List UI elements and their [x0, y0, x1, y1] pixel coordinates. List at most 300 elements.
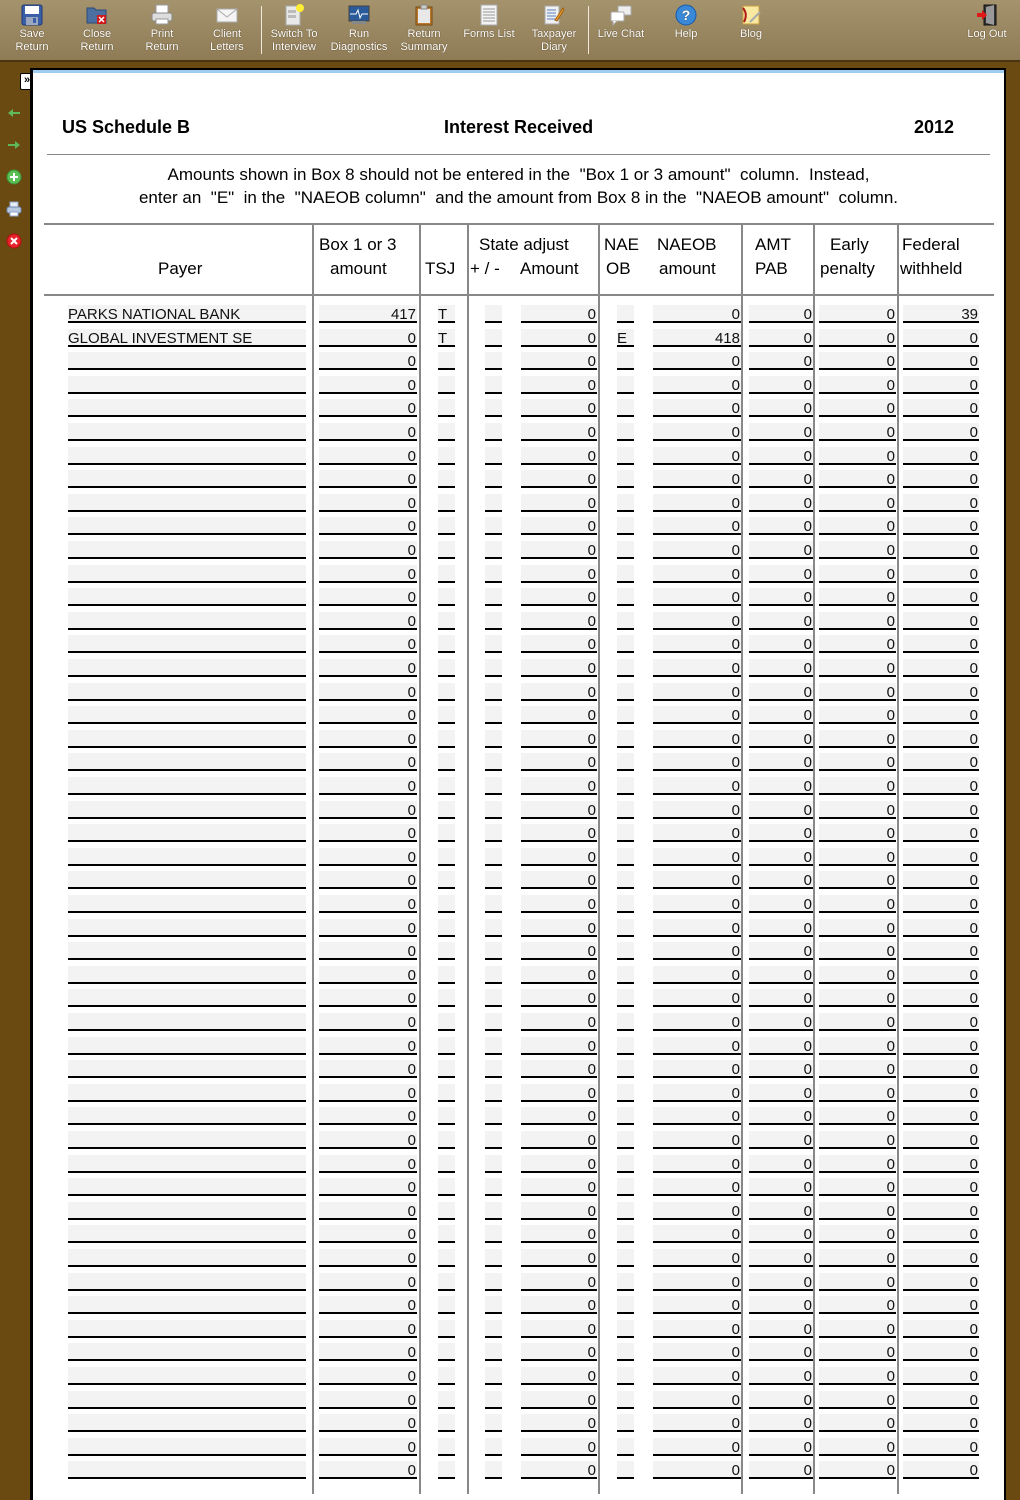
- field-fed[interactable]: 0: [903, 1013, 979, 1031]
- field-fed[interactable]: 0: [903, 871, 979, 889]
- blog-button[interactable]: [719, 4, 783, 41]
- field-tsj[interactable]: [438, 635, 455, 653]
- field-naeob-amount[interactable]: 0: [653, 423, 741, 441]
- field-pm[interactable]: [485, 1414, 502, 1432]
- field-naeob-amount[interactable]: 0: [653, 659, 741, 677]
- field-payer[interactable]: [68, 1131, 306, 1149]
- field-payer[interactable]: [68, 966, 306, 984]
- field-tsj[interactable]: [438, 824, 455, 842]
- field-naeob-amount[interactable]: 0: [653, 588, 741, 606]
- field-pm[interactable]: [485, 1084, 502, 1102]
- field-box13[interactable]: 0: [319, 1202, 417, 1220]
- field-amt-pab[interactable]: 0: [749, 1296, 813, 1314]
- field-tsj[interactable]: [438, 966, 455, 984]
- field-naeob-amount[interactable]: 0: [653, 517, 741, 535]
- field-naeob-amount[interactable]: 0: [653, 824, 741, 842]
- field-naeob[interactable]: [617, 612, 634, 630]
- field-naeob-amount[interactable]: 0: [653, 919, 741, 937]
- field-naeob[interactable]: [617, 305, 634, 323]
- field-amt-pab[interactable]: 0: [749, 1320, 813, 1338]
- field-early[interactable]: 0: [819, 1037, 896, 1055]
- field-pm[interactable]: [485, 447, 502, 465]
- field-pm[interactable]: [485, 730, 502, 748]
- field-state-amount[interactable]: 0: [521, 848, 597, 866]
- field-fed[interactable]: 0: [903, 659, 979, 677]
- field-fed[interactable]: 0: [903, 919, 979, 937]
- field-pm[interactable]: [485, 635, 502, 653]
- field-tsj[interactable]: [438, 1178, 455, 1196]
- field-fed[interactable]: 0: [903, 1296, 979, 1314]
- field-early[interactable]: 0: [819, 305, 896, 323]
- field-payer[interactable]: [68, 1296, 306, 1314]
- field-pm[interactable]: [485, 1391, 502, 1409]
- field-early[interactable]: 0: [819, 565, 896, 583]
- run-diagnostics-button[interactable]: [327, 4, 391, 54]
- field-pm[interactable]: [485, 989, 502, 1007]
- field-state-amount[interactable]: 0: [521, 919, 597, 937]
- field-naeob-amount[interactable]: 0: [653, 1225, 741, 1243]
- field-box13[interactable]: 417: [319, 305, 417, 323]
- printer-icon[interactable]: [6, 201, 22, 217]
- field-box13[interactable]: 0: [319, 1084, 417, 1102]
- field-payer[interactable]: [68, 1273, 306, 1291]
- field-pm[interactable]: [485, 305, 502, 323]
- field-amt-pab[interactable]: 0: [749, 801, 813, 819]
- field-naeob[interactable]: [617, 1155, 634, 1173]
- field-pm[interactable]: [485, 1178, 502, 1196]
- field-early[interactable]: 0: [819, 895, 896, 913]
- field-box13[interactable]: 0: [319, 706, 417, 724]
- field-early[interactable]: 0: [819, 1414, 896, 1432]
- field-naeob[interactable]: [617, 470, 634, 488]
- field-naeob[interactable]: [617, 1225, 634, 1243]
- field-early[interactable]: 0: [819, 753, 896, 771]
- field-amt-pab[interactable]: 0: [749, 376, 813, 394]
- field-early[interactable]: 0: [819, 1391, 896, 1409]
- field-tsj[interactable]: [438, 1438, 455, 1456]
- field-box13[interactable]: 0: [319, 470, 417, 488]
- field-box13[interactable]: 0: [319, 1414, 417, 1432]
- field-naeob-amount[interactable]: 0: [653, 1060, 741, 1078]
- field-naeob[interactable]: [617, 1107, 634, 1125]
- field-state-amount[interactable]: 0: [521, 989, 597, 1007]
- field-state-amount[interactable]: 0: [521, 1320, 597, 1338]
- field-pm[interactable]: [485, 824, 502, 842]
- field-amt-pab[interactable]: 0: [749, 1273, 813, 1291]
- expand-panel-button[interactable]: »: [20, 73, 34, 90]
- field-early[interactable]: 0: [819, 1273, 896, 1291]
- field-early[interactable]: 0: [819, 824, 896, 842]
- field-naeob[interactable]: [617, 541, 634, 559]
- field-box13[interactable]: 0: [319, 376, 417, 394]
- field-early[interactable]: 0: [819, 1084, 896, 1102]
- field-tsj[interactable]: [438, 801, 455, 819]
- field-amt-pab[interactable]: 0: [749, 895, 813, 913]
- field-box13[interactable]: 0: [319, 541, 417, 559]
- field-pm[interactable]: [485, 683, 502, 701]
- field-pm[interactable]: [485, 753, 502, 771]
- field-amt-pab[interactable]: 0: [749, 329, 813, 347]
- field-amt-pab[interactable]: 0: [749, 989, 813, 1007]
- field-tsj[interactable]: [438, 683, 455, 701]
- field-pm[interactable]: [485, 352, 502, 370]
- field-pm[interactable]: [485, 895, 502, 913]
- field-fed[interactable]: 0: [903, 447, 979, 465]
- field-naeob[interactable]: [617, 1131, 634, 1149]
- field-state-amount[interactable]: 0: [521, 447, 597, 465]
- field-payer[interactable]: [68, 1155, 306, 1173]
- field-fed[interactable]: 0: [903, 352, 979, 370]
- field-payer[interactable]: [68, 1367, 306, 1385]
- field-naeob-amount[interactable]: 0: [653, 683, 741, 701]
- field-pm[interactable]: [485, 1155, 502, 1173]
- field-payer[interactable]: [68, 1107, 306, 1125]
- field-early[interactable]: 0: [819, 871, 896, 889]
- field-state-amount[interactable]: 0: [521, 305, 597, 323]
- field-tsj[interactable]: [438, 423, 455, 441]
- field-tsj[interactable]: [438, 871, 455, 889]
- field-box13[interactable]: 0: [319, 1461, 417, 1479]
- field-pm[interactable]: [485, 1296, 502, 1314]
- field-naeob[interactable]: [617, 1249, 634, 1267]
- field-payer[interactable]: [68, 1178, 306, 1196]
- field-payer[interactable]: [68, 1391, 306, 1409]
- field-pm[interactable]: [485, 848, 502, 866]
- field-fed[interactable]: 0: [903, 683, 979, 701]
- field-naeob[interactable]: [617, 1367, 634, 1385]
- field-tsj[interactable]: [438, 1107, 455, 1125]
- field-state-amount[interactable]: 0: [521, 706, 597, 724]
- field-amt-pab[interactable]: 0: [749, 612, 813, 630]
- field-naeob[interactable]: [617, 989, 634, 1007]
- field-payer[interactable]: [68, 352, 306, 370]
- field-early[interactable]: 0: [819, 376, 896, 394]
- field-fed[interactable]: 0: [903, 635, 979, 653]
- field-naeob-amount[interactable]: 0: [653, 966, 741, 984]
- field-box13[interactable]: 0: [319, 1131, 417, 1149]
- field-tsj[interactable]: [438, 730, 455, 748]
- field-payer[interactable]: GLOBAL INVESTMENT SE: [68, 329, 306, 347]
- field-state-amount[interactable]: 0: [521, 1131, 597, 1149]
- field-payer[interactable]: [68, 470, 306, 488]
- field-early[interactable]: 0: [819, 541, 896, 559]
- field-state-amount[interactable]: 0: [521, 824, 597, 842]
- field-tsj[interactable]: [438, 895, 455, 913]
- field-fed[interactable]: 0: [903, 1202, 979, 1220]
- field-payer[interactable]: [68, 871, 306, 889]
- field-naeob[interactable]: [617, 1013, 634, 1031]
- field-tsj[interactable]: [438, 1225, 455, 1243]
- field-tsj[interactable]: [438, 942, 455, 960]
- field-payer[interactable]: [68, 1343, 306, 1361]
- field-tsj[interactable]: [438, 565, 455, 583]
- field-box13[interactable]: 0: [319, 1343, 417, 1361]
- field-box13[interactable]: 0: [319, 942, 417, 960]
- field-fed[interactable]: 0: [903, 565, 979, 583]
- field-early[interactable]: 0: [819, 1367, 896, 1385]
- field-naeob[interactable]: [617, 1320, 634, 1338]
- field-state-amount[interactable]: 0: [521, 494, 597, 512]
- field-tsj[interactable]: [438, 1202, 455, 1220]
- field-box13[interactable]: 0: [319, 517, 417, 535]
- field-box13[interactable]: 0: [319, 1320, 417, 1338]
- field-fed[interactable]: 0: [903, 1367, 979, 1385]
- field-box13[interactable]: 0: [319, 1178, 417, 1196]
- field-early[interactable]: 0: [819, 1461, 896, 1479]
- field-amt-pab[interactable]: 0: [749, 1202, 813, 1220]
- field-fed[interactable]: 0: [903, 730, 979, 748]
- field-naeob[interactable]: [617, 777, 634, 795]
- field-fed[interactable]: 0: [903, 1320, 979, 1338]
- field-state-amount[interactable]: 0: [521, 329, 597, 347]
- field-state-amount[interactable]: 0: [521, 1060, 597, 1078]
- field-naeob-amount[interactable]: 0: [653, 1320, 741, 1338]
- field-amt-pab[interactable]: 0: [749, 305, 813, 323]
- field-amt-pab[interactable]: 0: [749, 541, 813, 559]
- field-early[interactable]: 0: [819, 1060, 896, 1078]
- field-payer[interactable]: [68, 753, 306, 771]
- field-pm[interactable]: [485, 329, 502, 347]
- field-naeob[interactable]: [617, 1438, 634, 1456]
- field-state-amount[interactable]: 0: [521, 1107, 597, 1125]
- field-naeob[interactable]: [617, 494, 634, 512]
- field-fed[interactable]: 0: [903, 1155, 979, 1173]
- field-naeob[interactable]: [617, 966, 634, 984]
- field-payer[interactable]: [68, 848, 306, 866]
- field-naeob[interactable]: [617, 871, 634, 889]
- field-state-amount[interactable]: 0: [521, 1414, 597, 1432]
- field-box13[interactable]: 0: [319, 824, 417, 842]
- field-naeob[interactable]: [617, 801, 634, 819]
- close-return-button[interactable]: [65, 4, 129, 54]
- field-payer[interactable]: [68, 1202, 306, 1220]
- field-early[interactable]: 0: [819, 494, 896, 512]
- field-amt-pab[interactable]: 0: [749, 517, 813, 535]
- field-state-amount[interactable]: 0: [521, 423, 597, 441]
- field-naeob-amount[interactable]: 0: [653, 1107, 741, 1125]
- field-amt-pab[interactable]: 0: [749, 919, 813, 937]
- field-pm[interactable]: [485, 517, 502, 535]
- field-state-amount[interactable]: 0: [521, 777, 597, 795]
- field-tsj[interactable]: [438, 1367, 455, 1385]
- field-early[interactable]: 0: [819, 1249, 896, 1267]
- field-amt-pab[interactable]: 0: [749, 1367, 813, 1385]
- field-box13[interactable]: 0: [319, 730, 417, 748]
- field-state-amount[interactable]: 0: [521, 1273, 597, 1291]
- field-box13[interactable]: 0: [319, 565, 417, 583]
- field-fed[interactable]: 0: [903, 1414, 979, 1432]
- field-payer[interactable]: [68, 801, 306, 819]
- field-pm[interactable]: [485, 942, 502, 960]
- field-payer[interactable]: [68, 730, 306, 748]
- field-naeob[interactable]: [617, 1461, 634, 1479]
- field-amt-pab[interactable]: 0: [749, 730, 813, 748]
- field-state-amount[interactable]: 0: [521, 1178, 597, 1196]
- field-state-amount[interactable]: 0: [521, 871, 597, 889]
- field-payer[interactable]: [68, 1037, 306, 1055]
- field-state-amount[interactable]: 0: [521, 730, 597, 748]
- field-state-amount[interactable]: 0: [521, 1249, 597, 1267]
- field-naeob-amount[interactable]: 0: [653, 801, 741, 819]
- field-tsj[interactable]: [438, 1013, 455, 1031]
- field-naeob-amount[interactable]: 0: [653, 399, 741, 417]
- field-pm[interactable]: [485, 1320, 502, 1338]
- field-early[interactable]: 0: [819, 1320, 896, 1338]
- field-naeob[interactable]: [617, 565, 634, 583]
- field-fed[interactable]: 0: [903, 541, 979, 559]
- field-pm[interactable]: [485, 1060, 502, 1078]
- field-naeob[interactable]: [617, 1296, 634, 1314]
- field-tsj[interactable]: [438, 494, 455, 512]
- field-fed[interactable]: 0: [903, 1060, 979, 1078]
- field-naeob[interactable]: [617, 753, 634, 771]
- field-box13[interactable]: 0: [319, 895, 417, 913]
- field-fed[interactable]: 0: [903, 848, 979, 866]
- field-naeob-amount[interactable]: 0: [653, 1155, 741, 1173]
- field-fed[interactable]: 0: [903, 824, 979, 842]
- field-box13[interactable]: 0: [319, 966, 417, 984]
- field-payer[interactable]: [68, 683, 306, 701]
- field-tsj[interactable]: [438, 376, 455, 394]
- field-early[interactable]: 0: [819, 399, 896, 417]
- field-naeob[interactable]: [617, 635, 634, 653]
- field-box13[interactable]: 0: [319, 494, 417, 512]
- field-naeob-amount[interactable]: 0: [653, 942, 741, 960]
- field-box13[interactable]: 0: [319, 1249, 417, 1267]
- field-fed[interactable]: 0: [903, 329, 979, 347]
- field-amt-pab[interactable]: 0: [749, 966, 813, 984]
- field-amt-pab[interactable]: 0: [749, 753, 813, 771]
- field-fed[interactable]: 0: [903, 1225, 979, 1243]
- add-circle-icon[interactable]: [6, 169, 22, 185]
- field-pm[interactable]: [485, 1367, 502, 1385]
- field-tsj[interactable]: [438, 1084, 455, 1102]
- field-pm[interactable]: [485, 1013, 502, 1031]
- field-payer[interactable]: [68, 517, 306, 535]
- field-fed[interactable]: 0: [903, 612, 979, 630]
- field-box13[interactable]: 0: [319, 1037, 417, 1055]
- field-fed[interactable]: 0: [903, 494, 979, 512]
- field-payer[interactable]: [68, 1225, 306, 1243]
- field-pm[interactable]: [485, 423, 502, 441]
- field-state-amount[interactable]: 0: [521, 1438, 597, 1456]
- field-pm[interactable]: [485, 1438, 502, 1456]
- field-amt-pab[interactable]: 0: [749, 706, 813, 724]
- arrow-right-icon[interactable]: [6, 137, 22, 153]
- field-naeob-amount[interactable]: 0: [653, 1202, 741, 1220]
- field-state-amount[interactable]: 0: [521, 1202, 597, 1220]
- field-fed[interactable]: 0: [903, 470, 979, 488]
- field-payer[interactable]: PARKS NATIONAL BANK: [68, 305, 306, 323]
- field-tsj[interactable]: [438, 919, 455, 937]
- field-pm[interactable]: [485, 871, 502, 889]
- field-naeob[interactable]: [617, 1391, 634, 1409]
- field-naeob[interactable]: [617, 706, 634, 724]
- field-naeob[interactable]: [617, 1343, 634, 1361]
- field-fed[interactable]: 0: [903, 1438, 979, 1456]
- field-amt-pab[interactable]: 0: [749, 1060, 813, 1078]
- field-fed[interactable]: 0: [903, 1107, 979, 1125]
- field-early[interactable]: 0: [819, 801, 896, 819]
- field-early[interactable]: 0: [819, 919, 896, 937]
- field-state-amount[interactable]: 0: [521, 470, 597, 488]
- field-amt-pab[interactable]: 0: [749, 659, 813, 677]
- field-box13[interactable]: 0: [319, 329, 417, 347]
- field-pm[interactable]: [485, 588, 502, 606]
- field-fed[interactable]: 0: [903, 1343, 979, 1361]
- field-box13[interactable]: 0: [319, 352, 417, 370]
- field-early[interactable]: 0: [819, 1225, 896, 1243]
- field-naeob[interactable]: [617, 1037, 634, 1055]
- print-return-button[interactable]: [130, 4, 194, 54]
- field-payer[interactable]: [68, 1320, 306, 1338]
- field-state-amount[interactable]: 0: [521, 1391, 597, 1409]
- field-payer[interactable]: [68, 635, 306, 653]
- field-fed[interactable]: 0: [903, 801, 979, 819]
- field-amt-pab[interactable]: 0: [749, 848, 813, 866]
- field-early[interactable]: 0: [819, 1107, 896, 1125]
- field-payer[interactable]: [68, 447, 306, 465]
- field-box13[interactable]: 0: [319, 1225, 417, 1243]
- field-pm[interactable]: [485, 612, 502, 630]
- field-tsj[interactable]: [438, 659, 455, 677]
- field-pm[interactable]: [485, 494, 502, 512]
- field-payer[interactable]: [68, 494, 306, 512]
- field-early[interactable]: 0: [819, 1013, 896, 1031]
- field-state-amount[interactable]: 0: [521, 753, 597, 771]
- field-amt-pab[interactable]: 0: [749, 683, 813, 701]
- field-box13[interactable]: 0: [319, 612, 417, 630]
- field-naeob[interactable]: [617, 376, 634, 394]
- field-fed[interactable]: 0: [903, 399, 979, 417]
- field-payer[interactable]: [68, 919, 306, 937]
- field-amt-pab[interactable]: 0: [749, 1131, 813, 1149]
- field-payer[interactable]: [68, 1084, 306, 1102]
- field-state-amount[interactable]: 0: [521, 399, 597, 417]
- field-amt-pab[interactable]: 0: [749, 635, 813, 653]
- field-state-amount[interactable]: 0: [521, 376, 597, 394]
- field-early[interactable]: 0: [819, 777, 896, 795]
- field-naeob[interactable]: [617, 447, 634, 465]
- field-box13[interactable]: 0: [319, 989, 417, 1007]
- field-early[interactable]: 0: [819, 612, 896, 630]
- field-naeob[interactable]: [617, 588, 634, 606]
- field-naeob[interactable]: [617, 848, 634, 866]
- field-tsj[interactable]: [438, 517, 455, 535]
- field-box13[interactable]: 0: [319, 635, 417, 653]
- field-box13[interactable]: 0: [319, 919, 417, 937]
- field-naeob-amount[interactable]: 0: [653, 305, 741, 323]
- field-pm[interactable]: [485, 565, 502, 583]
- field-amt-pab[interactable]: 0: [749, 1084, 813, 1102]
- field-amt-pab[interactable]: 0: [749, 588, 813, 606]
- field-early[interactable]: 0: [819, 706, 896, 724]
- field-pm[interactable]: [485, 470, 502, 488]
- field-box13[interactable]: 0: [319, 1013, 417, 1031]
- field-fed[interactable]: 0: [903, 423, 979, 441]
- field-payer[interactable]: [68, 376, 306, 394]
- field-state-amount[interactable]: 0: [521, 1461, 597, 1479]
- field-early[interactable]: 0: [819, 942, 896, 960]
- field-box13[interactable]: 0: [319, 588, 417, 606]
- field-amt-pab[interactable]: 0: [749, 565, 813, 583]
- field-naeob-amount[interactable]: 0: [653, 871, 741, 889]
- field-early[interactable]: 0: [819, 730, 896, 748]
- field-amt-pab[interactable]: 0: [749, 447, 813, 465]
- field-pm[interactable]: [485, 1273, 502, 1291]
- field-payer[interactable]: [68, 1013, 306, 1031]
- field-tsj[interactable]: [438, 1296, 455, 1314]
